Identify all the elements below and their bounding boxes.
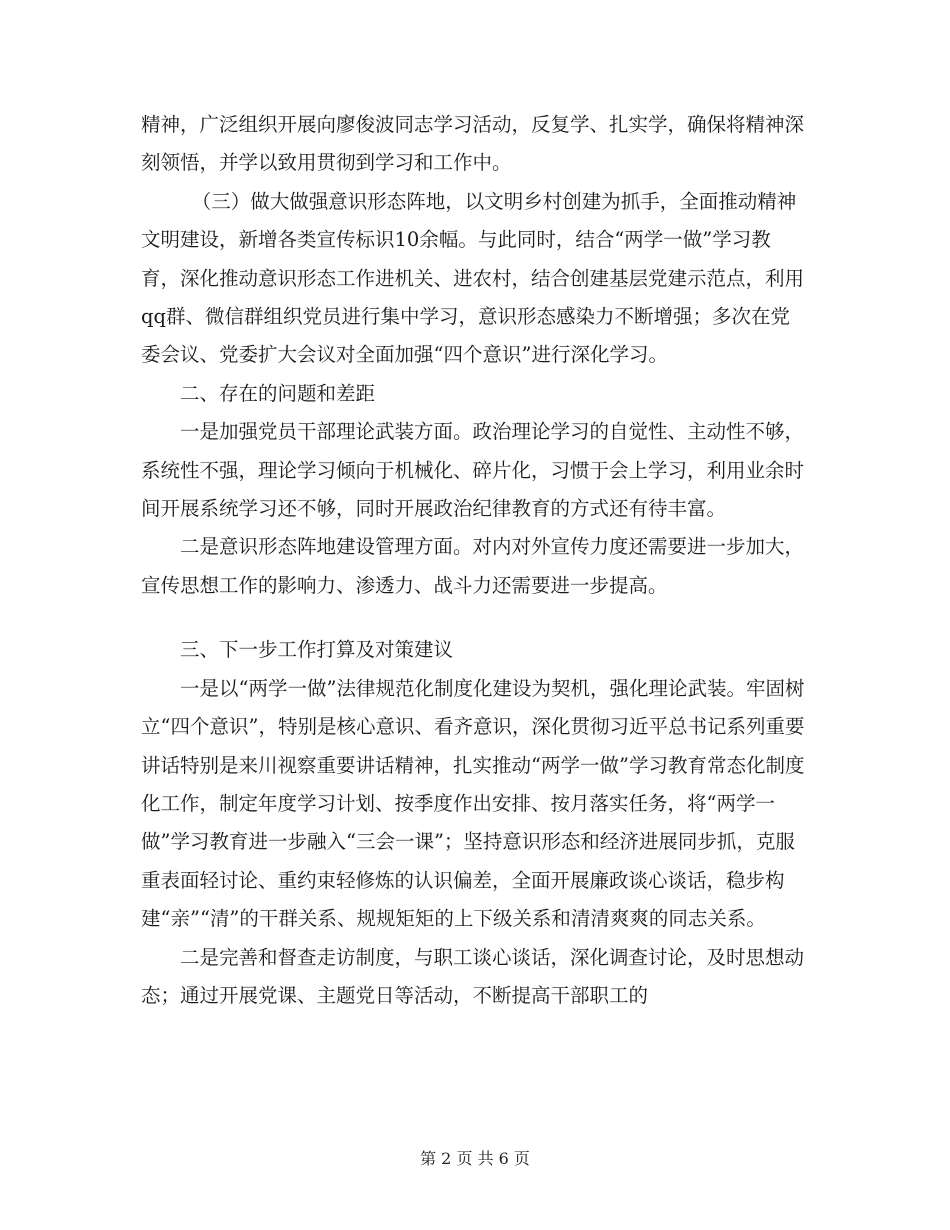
paragraph-plan-two: 二是完善和督查走访制度，与职工谈心谈话，深化调查讨论，及时思想动态；通过开展党课、主题党日等活动，不断提高干部职工的 <box>141 945 805 1007</box>
paragraph-spacer <box>141 605 809 631</box>
section-heading-next-steps: 三、下一步工作打算及对策建议 <box>180 638 454 662</box>
section-heading-problems: 二、存在的问题和差距 <box>180 381 376 405</box>
paragraph-item-three: （三）做大做强意识形态阵地，以文明乡村创建为抓手，全面推动精神文明建设，新增各类宣传标识10余幅。与此同时，结合“两学一做”学习教育，深化推动意识形态工作进机关、进农村，结合创建基层党建示范点，利用qq群、微信群组织党员进行集中学习，意识形态感染力不断增强；多次在党委会议、党委扩大会议对全面加强“四个意识”进行深化学习。 <box>141 189 805 367</box>
paragraph-problem-one: 一是加强党员干部理论武装方面。政治理论学习的自觉性、主动性不够，系统性不强，理论学习倾向于机械化、碎片化，习惯于会上学习，利用业余时间开展系统学习还不够，同时开展政治纪律教育的方式还有待丰富。 <box>141 420 805 521</box>
paragraph-continuation: 精神，广泛组织开展向廖俊波同志学习活动，反复学、扎实学，确保将精神深刻领悟，并学以致用贯彻到学习和工作中。 <box>141 113 805 175</box>
page-number-footer: 第 2 页 共 6 页 <box>420 1149 530 1168</box>
paragraph-plan-one: 一是以“两学一做”法律规范化制度化建设为契机，强化理论武装。牢固树立“四个意识”，特别是核心意识、看齐意识，深化贯彻习近平总书记系列重要讲话特别是来川视察重要讲话精神，扎实推动“两学一做”学习教育常态化制度化工作，制定年度学习计划、按季度作出安排、按月落实任务，将“两学一做”学习教育进一步融入“三会一课”；坚持意识形态和经济进展同步抓，克服重表面轻讨论、重约束轻修炼的认识偏差，全面开展廉政谈心谈话，稳步构建“亲”“清”的干群关系、规规矩矩的上下级关系和清清爽爽的同志关系。 <box>141 676 805 931</box>
paragraph-problem-two: 二是意识形态阵地建设管理方面。对内对外宣传力度还需要进一步加大，宣传思想工作的影响力、渗透力、战斗力还需要进一步提高。 <box>141 535 805 597</box>
document-body <box>141 106 809 1015</box>
